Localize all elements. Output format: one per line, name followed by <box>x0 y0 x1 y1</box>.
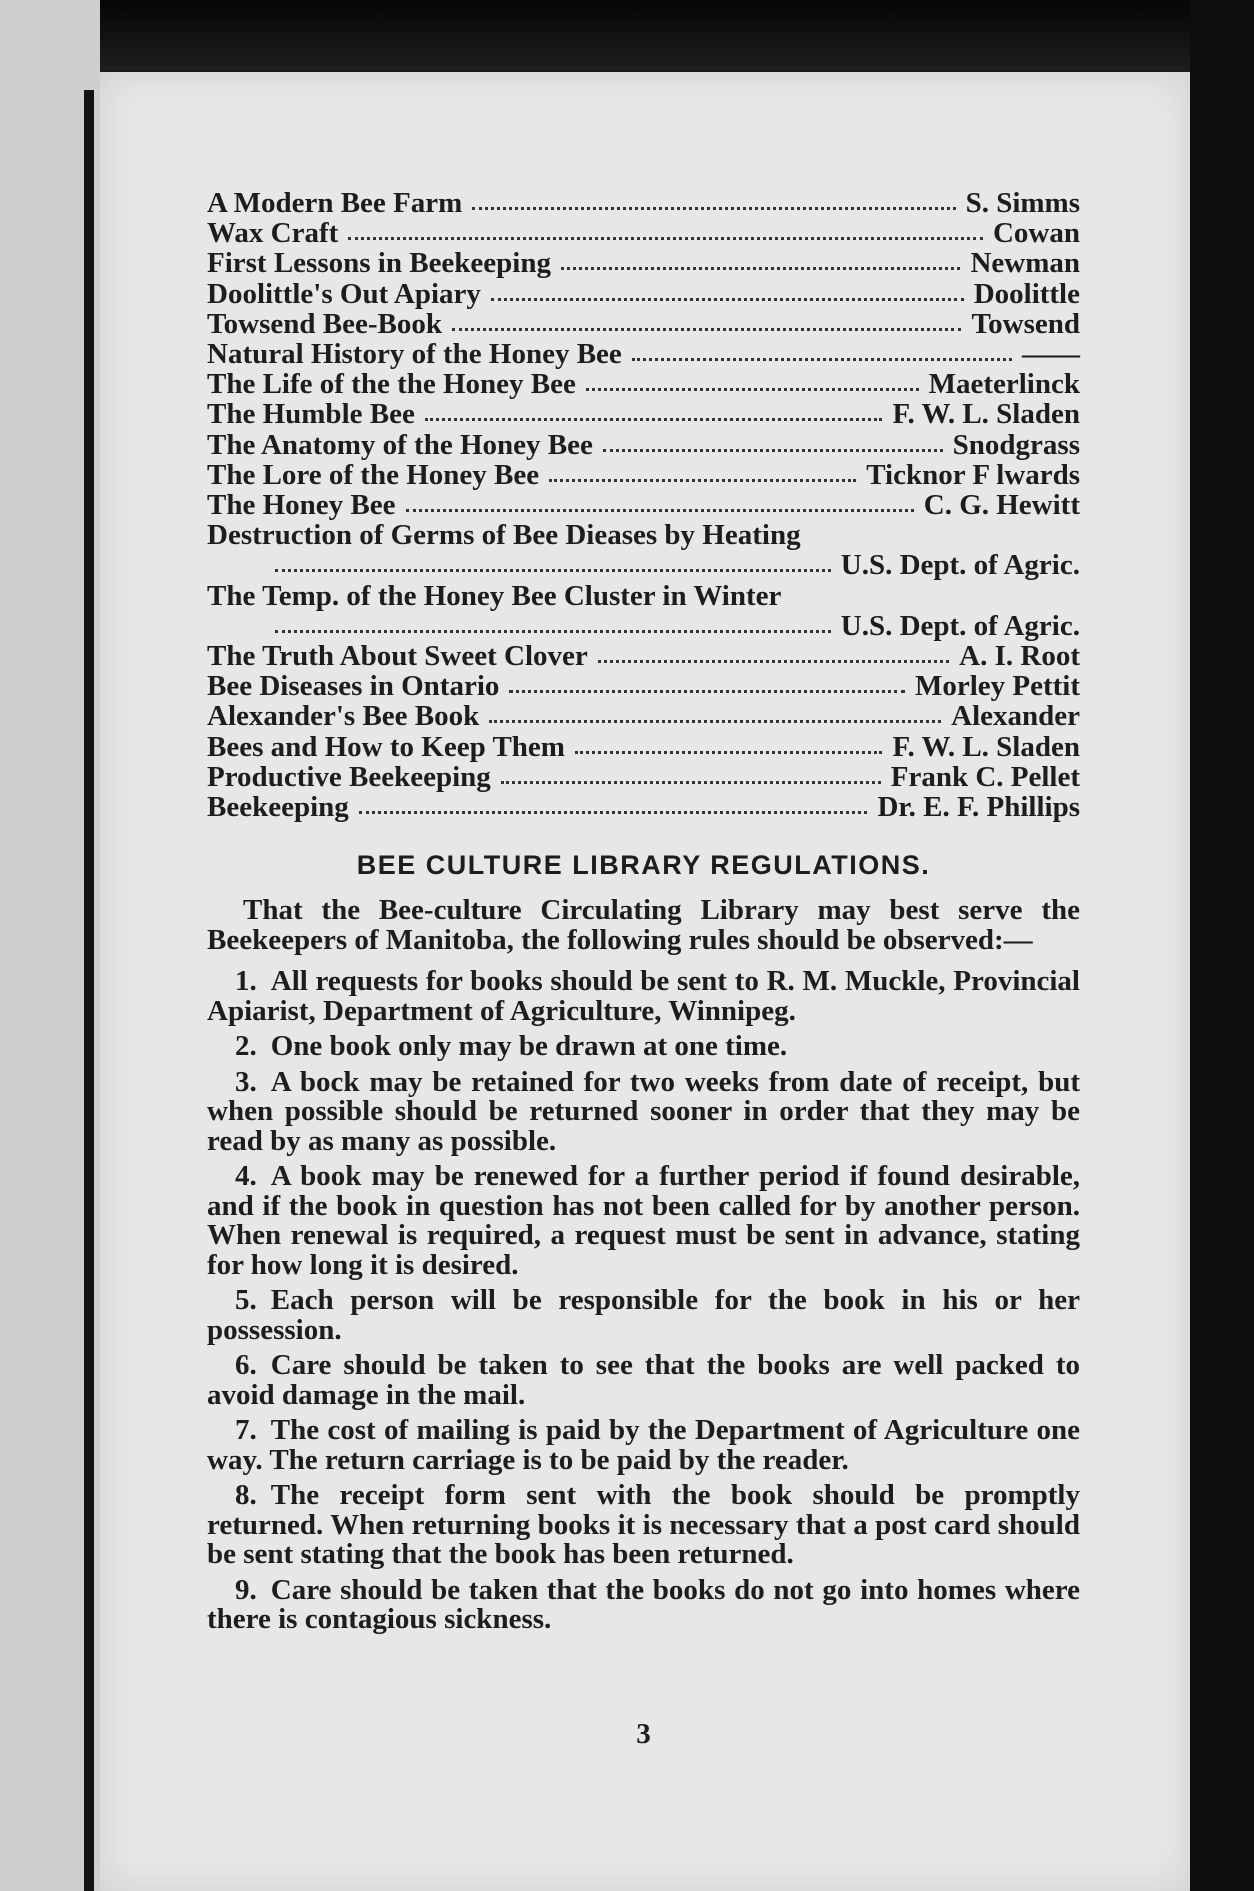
regulation-number: 1. <box>235 965 257 998</box>
book-author: F. W. L. Sladen <box>892 730 1080 763</box>
leader-dots <box>603 445 943 452</box>
book-entry <box>207 520 1080 580</box>
book-entry <box>207 430 1080 460</box>
book-author: S. Simms <box>965 187 1080 219</box>
regulation-item <box>207 1162 1080 1280</box>
book-entry <box>207 762 1080 792</box>
regulation-item <box>207 1351 1080 1410</box>
regulation-text: The receipt form sent with the book should be promptly returned. When returning books it is necessary that a post card should be sent stating that the book has been returned. <box>207 1479 1080 1571</box>
leader-dots <box>491 294 964 301</box>
book-title: Bees and How to Keep Them <box>207 730 565 763</box>
regulation-number: 6. <box>235 1349 257 1382</box>
regulation-text: One book only may be drawn at one time. <box>270 1030 788 1063</box>
leader-dots <box>472 203 955 210</box>
regulations-intro: That the Bee-culture Circulating Library may best serve the Beekeepers of Manitoba, the following rules should be observed:— <box>207 894 1080 957</box>
regulation-number: 5. <box>235 1284 257 1317</box>
leader-dots <box>575 747 883 754</box>
regulation-item <box>207 967 1080 1026</box>
regulation-text: A book may be renewed for a further period if found desirable, and if the book in question has not been called for by another person. When renewal is required, a request must be sent in advance, stating for how long it is desired. <box>207 1160 1080 1281</box>
page-number: 3 <box>636 1718 651 1750</box>
regulation-text: Care should be taken that the books do not go into homes where there is contagious sickness. <box>207 1573 1080 1636</box>
leader-dots <box>359 807 868 814</box>
regulation-item <box>207 1286 1080 1345</box>
book-author: —— <box>1022 338 1080 371</box>
book-list <box>207 188 1080 822</box>
book-author: Maeterlinck <box>928 368 1080 401</box>
leader-dots <box>489 716 941 723</box>
regulations-list <box>207 967 1080 1635</box>
book-author: U.S. Dept. of Agric. <box>840 549 1080 582</box>
regulation-text: Care should be taken to see that the books are well packed to avoid damage in the mail. <box>207 1349 1080 1411</box>
book-entry <box>207 490 1080 520</box>
book-author: U.S. Dept. of Agric. <box>840 609 1080 642</box>
regulation-number: 7. <box>235 1414 257 1447</box>
book-entry <box>207 671 1080 701</box>
book-entry <box>207 581 1080 641</box>
regulation-item <box>207 1481 1080 1570</box>
book-title: Natural History of the Honey Bee <box>207 338 622 371</box>
book-entry <box>207 732 1080 762</box>
book-author: Dr. E. F. Phillips <box>877 791 1080 824</box>
book-title: The Honey Bee <box>207 489 396 522</box>
book-title: Productive Beekeeping <box>207 760 491 793</box>
book-title: Bee Diseases in Ontario <box>207 670 500 703</box>
leader-dots <box>275 626 831 633</box>
leader-dots <box>501 777 881 784</box>
regulation-number: 9. <box>235 1573 257 1606</box>
book-author: Alexander <box>951 700 1080 733</box>
regulation-item <box>207 1065 1080 1157</box>
book-author: A. I. Root <box>959 640 1080 673</box>
regulation-number: 8. <box>235 1479 257 1512</box>
regulation-number: 4. <box>235 1160 257 1193</box>
book-author: Doolittle <box>973 277 1080 310</box>
book-title: The Humble Bee <box>207 398 415 431</box>
regulation-item <box>207 1032 1080 1062</box>
book-title: The Anatomy of the Honey Bee <box>207 428 593 461</box>
regulation-item <box>207 1573 1080 1636</box>
book-title: Beekeeping <box>207 791 349 824</box>
book-entry <box>207 792 1080 822</box>
book-entry <box>207 641 1080 671</box>
book-author: C. G. Hewitt <box>923 489 1080 522</box>
book-entry <box>207 188 1080 218</box>
leader-dots <box>406 505 914 512</box>
leader-dots <box>425 414 883 421</box>
regulation-number: 3. <box>235 1065 257 1098</box>
regulation-item <box>207 1416 1080 1475</box>
book-title: A Modern Bee Farm <box>207 187 463 219</box>
leader-dots <box>509 686 905 693</box>
book-title: Towsend Bee-Book <box>207 307 443 340</box>
leader-dots <box>632 354 1012 361</box>
regulation-text: All requests for books should be sent to R. M. Muckle, Provincial Apiarist, Department of Agriculture, Winnipeg. <box>207 965 1080 1027</box>
book-title: First Lessons in Beekeeping <box>207 247 551 280</box>
book-author: F. W. L. Sladen <box>892 398 1080 431</box>
book-author: Snodgrass <box>952 428 1080 461</box>
book-title: Wax Craft <box>207 217 339 250</box>
book-title: The Temp. of the Honey Bee Cluster in Winter <box>207 579 782 612</box>
leader-dots <box>586 384 919 391</box>
book-title: Alexander's Bee Book <box>207 700 480 733</box>
book-title: Destruction of Germs of Bee Dieases by Heating <box>207 519 801 552</box>
book-entry <box>207 248 1080 278</box>
book-title: Doolittle's Out Apiary <box>207 277 481 310</box>
book-entry <box>207 701 1080 731</box>
regulations-heading: BEE CULTURE LIBRARY REGULATIONS. <box>356 850 931 881</box>
spine-shadow-line <box>84 90 94 1891</box>
book-entry <box>207 279 1080 309</box>
leader-dots <box>348 233 983 240</box>
book-title: The Truth About Sweet Clover <box>207 640 588 673</box>
regulation-text: Each person will be responsible for the book in his or her possession. <box>207 1284 1080 1346</box>
page-content <box>207 187 1080 1750</box>
regulation-text: A bock may be retained for two weeks from date of receipt, but when possible should be returned sooner in order that they may be read by as many as possible. <box>207 1065 1080 1157</box>
leader-dots <box>452 324 961 331</box>
scan-border-right <box>1190 0 1254 1891</box>
book-author: Ticknor F lwards <box>866 458 1080 491</box>
regulation-text: The cost of mailing is paid by the Department of Agriculture one way. The return carriage is to be paid by the reader. <box>207 1414 1080 1476</box>
regulation-number: 2. <box>235 1030 257 1063</box>
leader-dots <box>598 656 949 663</box>
book-entry <box>207 309 1080 339</box>
book-entry <box>207 369 1080 399</box>
scan-border-top <box>0 0 1254 70</box>
book-author: Cowan <box>992 217 1080 250</box>
leader-dots <box>549 475 856 482</box>
book-entry <box>207 460 1080 490</box>
book-author: Frank C. Pellet <box>890 760 1080 793</box>
book-author: Morley Pettit <box>914 670 1080 703</box>
leader-dots <box>561 263 960 270</box>
book-author: Towsend <box>971 307 1080 340</box>
book-title: The Lore of the Honey Bee <box>207 458 540 491</box>
book-entry <box>207 399 1080 429</box>
book-author: Newman <box>970 247 1080 280</box>
leader-dots <box>275 565 831 572</box>
book-entry <box>207 339 1080 369</box>
book-entry <box>207 218 1080 248</box>
book-title: The Life of the the Honey Bee <box>207 368 576 401</box>
